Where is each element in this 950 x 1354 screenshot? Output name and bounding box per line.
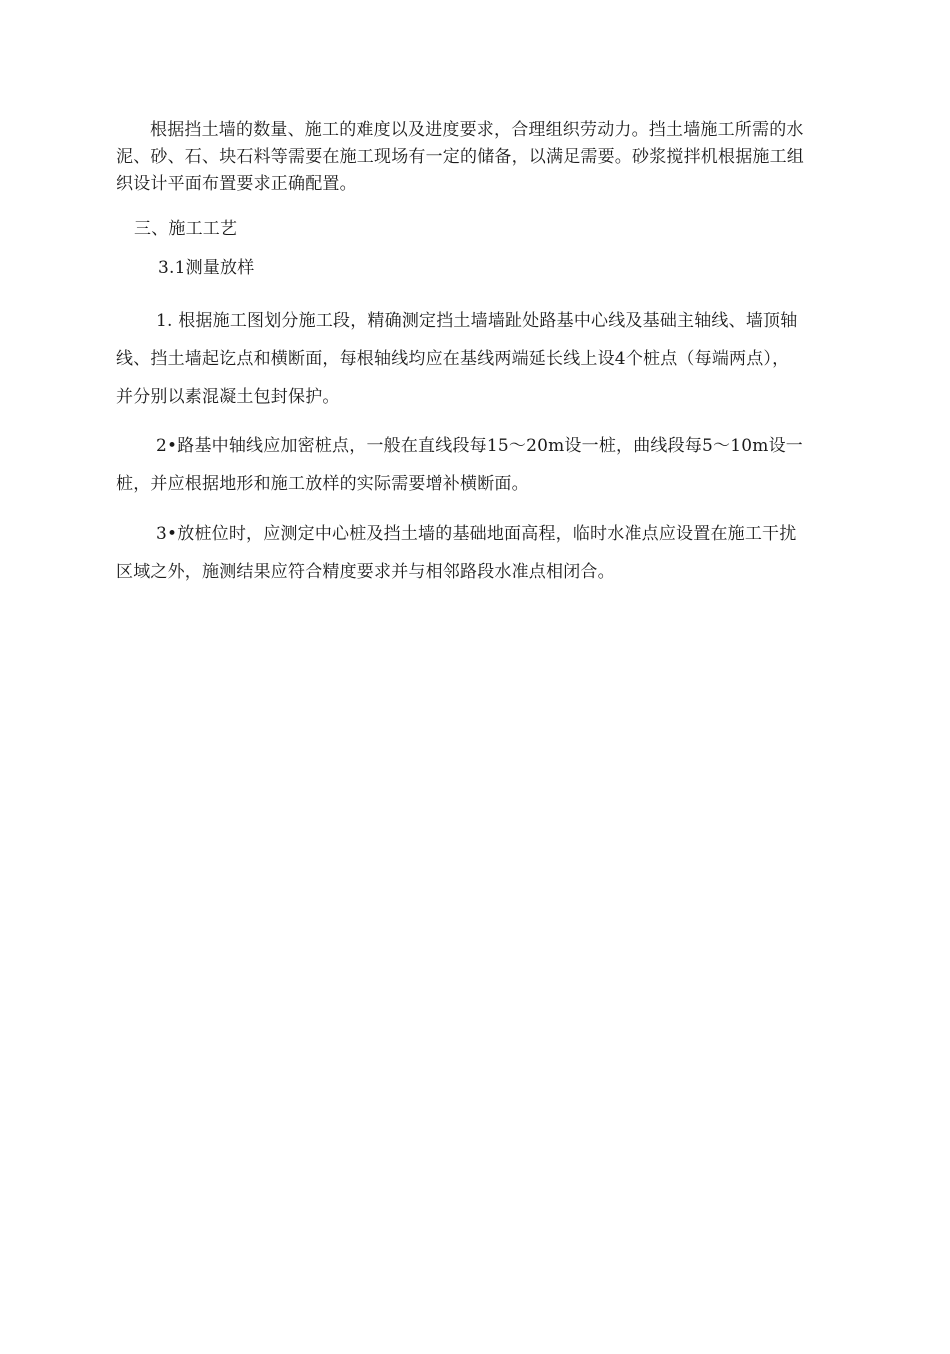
list-item: 2•路基中轴线应加密桩点，一般在直线段每15〜20m设一桩，曲线段每5〜10m设一桩，并应根据地形和施工放样的实际需要增补横断面。 bbox=[116, 436, 803, 494]
section-heading: 三、施工工艺 bbox=[134, 219, 238, 239]
intro-paragraph: 根据挡土墙的数量、施工的难度以及进度要求，合理组织劳动力。挡土墙施工所需的水泥、砂、石、块石料等需要在施工现场有一定的储备，以满足需要。砂浆搅拌机根据施工组织设计平面布置要求正确配置。 bbox=[116, 120, 804, 194]
list-item: 1. 根据施工图划分施工段，精确测定挡土墙墙趾处路基中心线及基础主轴线、墙顶轴线、挡土墙起讫点和横断面，每根轴线均应在基线两端延长线上设4个桩点（每端两点），并分别以素混凝土包封保护。 bbox=[116, 311, 798, 407]
list-item: 3•放桩位时，应测定中心桩及挡土墙的基础地面高程，临时水准点应设置在施工干扰区域之外，施测结果应符合精度要求并与相邻路段水准点相闭合。 bbox=[116, 524, 797, 582]
subsection-heading: 3.1测量放样 bbox=[158, 258, 255, 278]
